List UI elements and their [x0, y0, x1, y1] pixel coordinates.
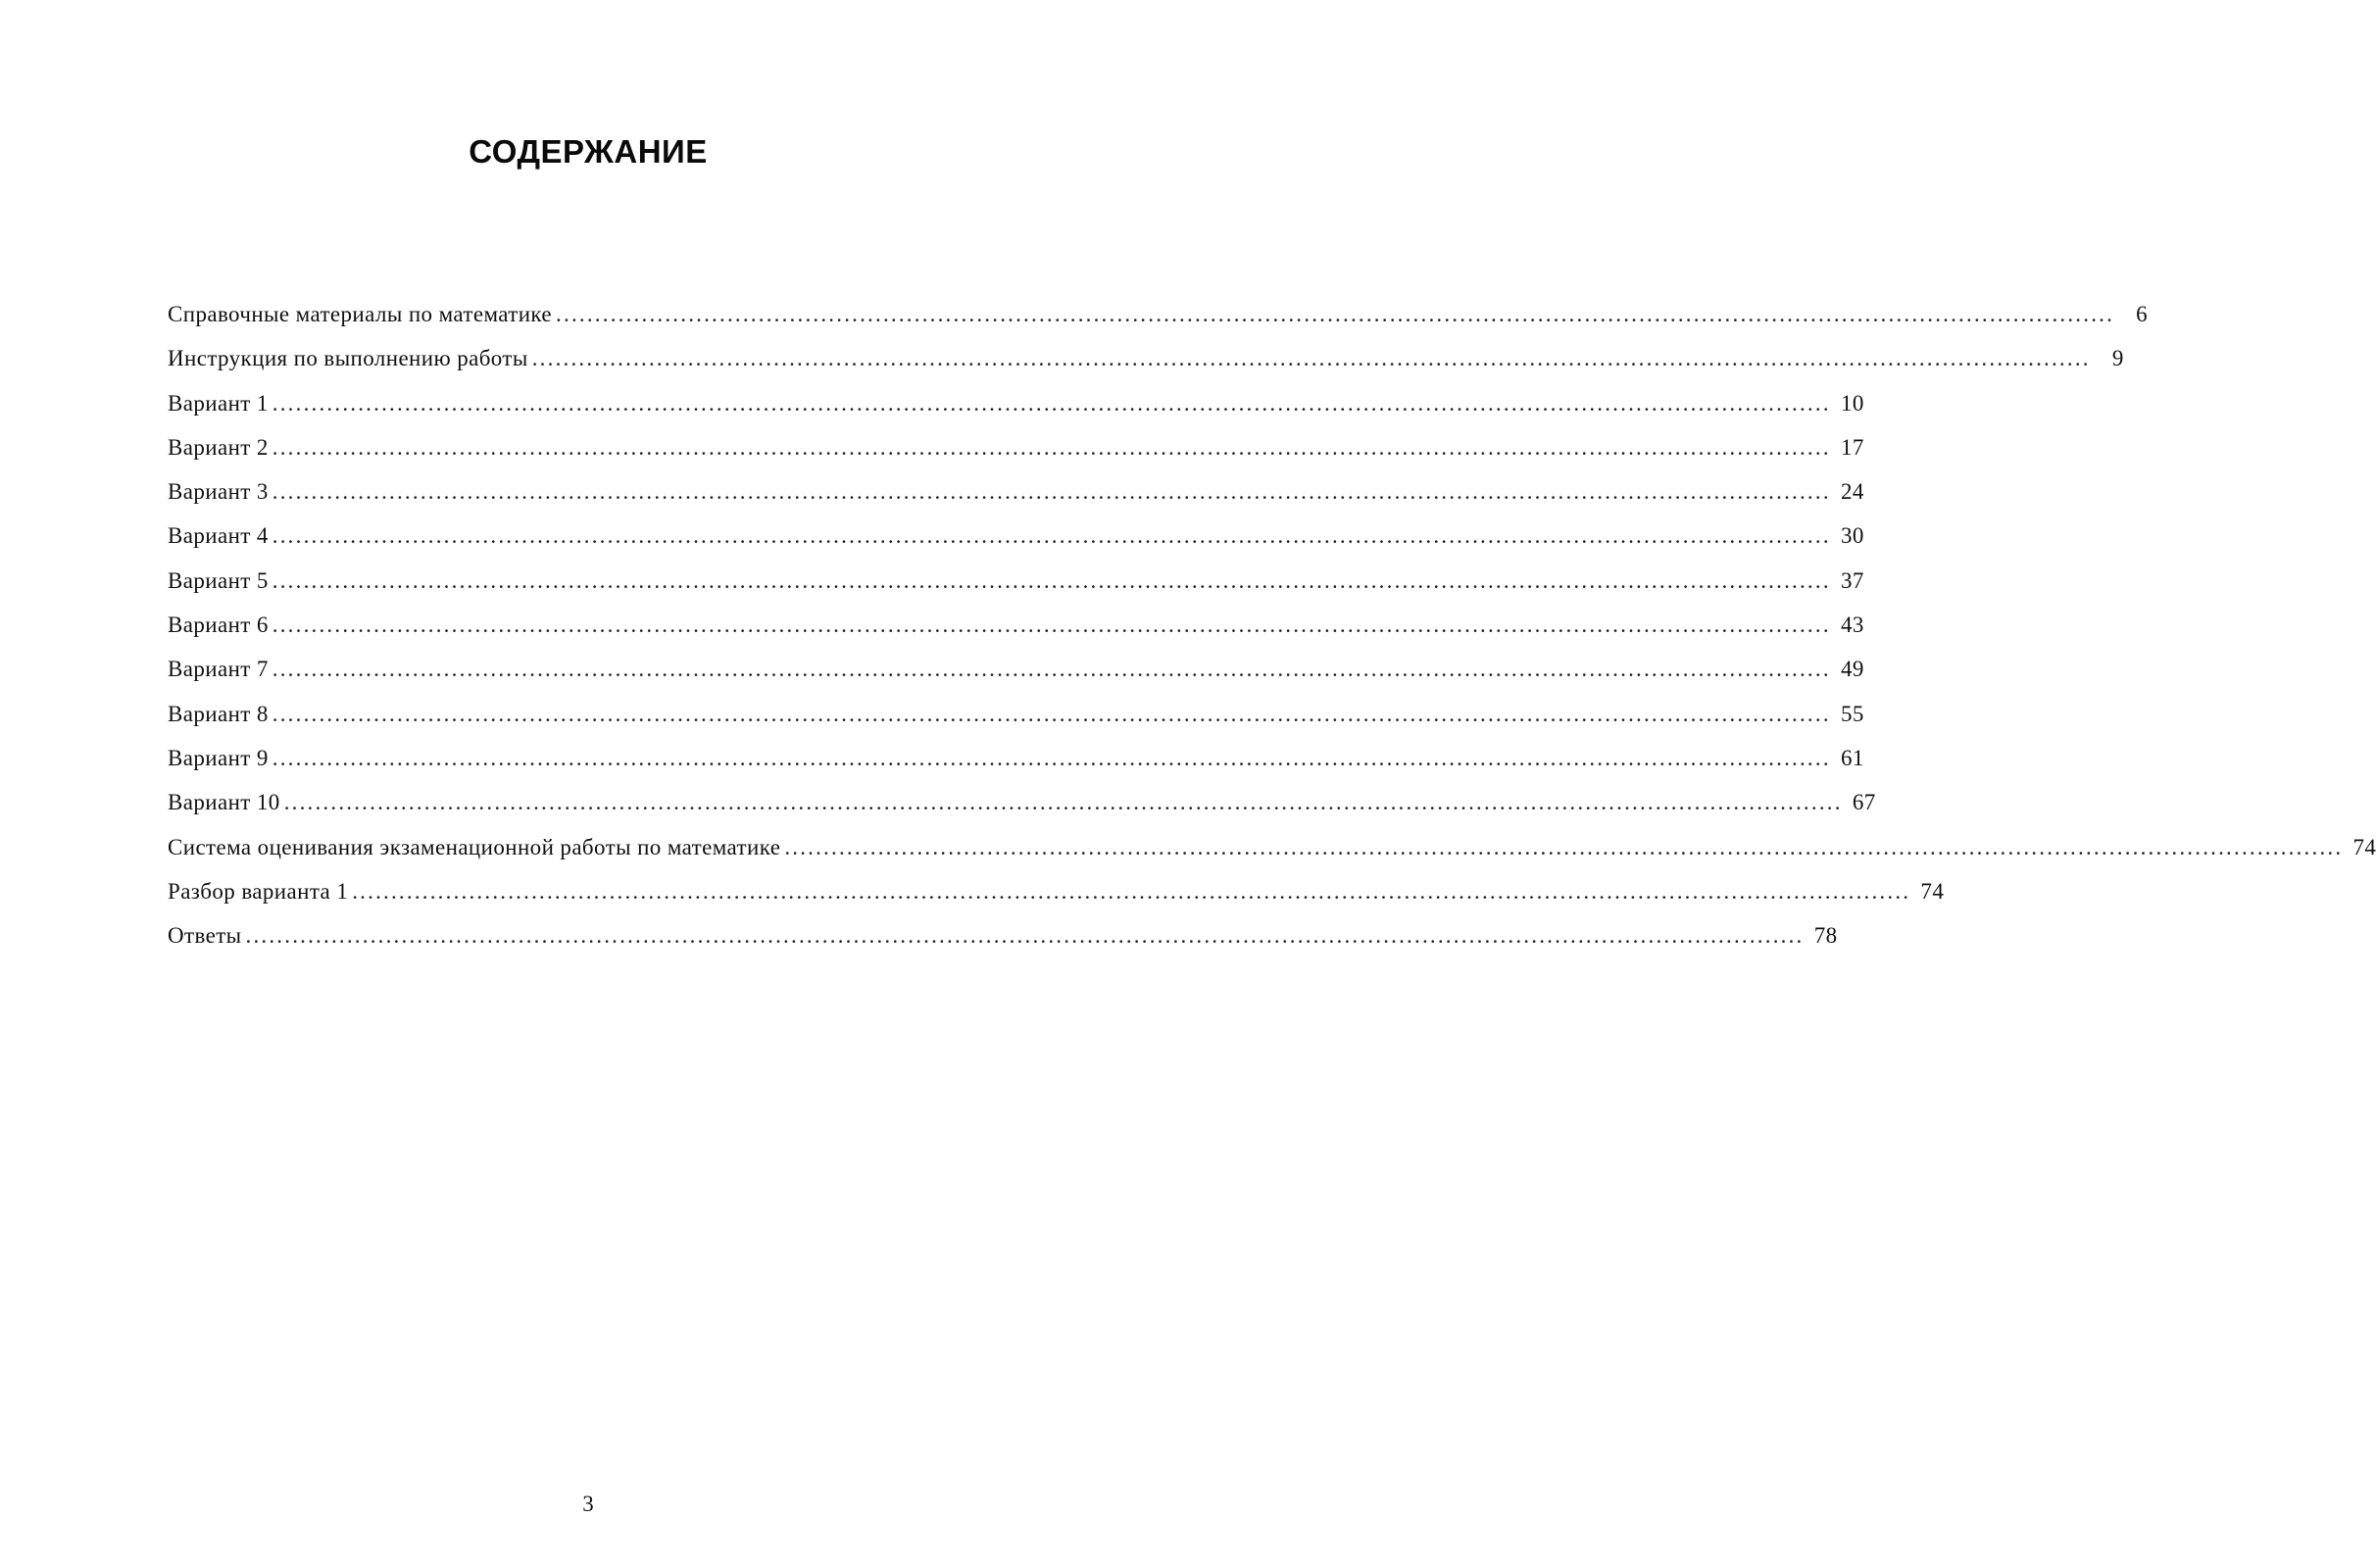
page-number: 3	[582, 1492, 594, 1516]
toc-entry	[168, 657, 1864, 701]
toc-leader-dots: ........................................................................................................................................................................................................	[531, 346, 2091, 371]
table-of-contents	[168, 302, 2376, 967]
toc-leader-dots: ........................................................................................................................................................................................................	[272, 567, 1831, 593]
toc-leader-dots: ........................................................................................................................................................................................................	[272, 701, 1831, 726]
toc-entry-label: Система оценивания экзаменационной работы по математике	[168, 834, 781, 859]
toc-entry	[168, 745, 1864, 790]
toc-entry-label: Справочные материалы по математике	[168, 302, 553, 326]
toc-entry	[168, 302, 2149, 346]
toc-leader-dots: ........................................................................................................................................................................................................	[272, 479, 1831, 505]
page-title: СОДЕРЖАНИЕ	[469, 133, 708, 170]
toc-entry-label: Вариант 10	[168, 790, 280, 815]
toc-leader-dots: ........................................................................................................................................................................................................	[272, 657, 1831, 682]
toc-entry-label: Ответы	[168, 923, 242, 949]
toc-entry-page: 17	[1840, 434, 1864, 460]
toc-entry	[168, 346, 2124, 390]
toc-entry-page: 30	[1840, 523, 1864, 549]
toc-entry-page: 49	[1840, 657, 1864, 682]
toc-entry-label: Вариант 5	[168, 567, 269, 593]
toc-leader-dots: ........................................................................................................................................................................................................	[245, 923, 1805, 949]
toc-leader-dots: ........................................................................................................................................................................................................	[272, 434, 1831, 460]
toc-entry	[168, 834, 2376, 879]
toc-entry	[168, 567, 1864, 612]
toc-entry-page: 74	[1920, 878, 1945, 904]
toc-entry-page: 43	[1840, 612, 1864, 638]
toc-leader-dots: ........................................................................................................................................................................................................	[272, 745, 1831, 770]
toc-entry	[168, 923, 1838, 967]
toc-entry	[168, 878, 1945, 923]
toc-entry	[168, 612, 1864, 657]
toc-entry-label: Вариант 3	[168, 479, 269, 505]
toc-entry-label: Вариант 1	[168, 390, 269, 416]
toc-entry-page: 37	[1840, 567, 1864, 593]
toc-entry-label: Вариант 9	[168, 745, 269, 770]
toc-leader-dots: ........................................................................................................................................................................................................	[352, 878, 1911, 904]
toc-entry	[168, 790, 1876, 834]
toc-entry-page: 10	[1840, 390, 1864, 416]
toc-leader-dots: ........................................................................................................................................................................................................	[556, 302, 2115, 326]
toc-entry	[168, 479, 1864, 523]
toc-entry-page: 55	[1840, 701, 1864, 726]
toc-entry-label: Вариант 7	[168, 657, 269, 682]
toc-entry-page: 61	[1840, 745, 1864, 770]
toc-entry-page: 67	[1852, 790, 1876, 815]
toc-entry	[168, 434, 1864, 479]
toc-entry-page: 74	[2352, 834, 2376, 859]
toc-entry-label: Разбор варианта 1	[168, 878, 349, 904]
toc-entry	[168, 701, 1864, 746]
toc-entry-label: Вариант 6	[168, 612, 269, 638]
toc-leader-dots: ........................................................................................................................................................................................................	[272, 523, 1831, 549]
toc-entry	[168, 390, 1864, 435]
toc-entry-label: Вариант 8	[168, 701, 269, 726]
toc-entry	[168, 523, 1864, 567]
toc-leader-dots: ........................................................................................................................................................................................................	[272, 612, 1831, 638]
toc-leader-dots: ........................................................................................................................................................................................................	[784, 834, 2344, 859]
toc-entry-page: 78	[1813, 923, 1838, 949]
toc-entry-page: 6	[2136, 302, 2149, 326]
toc-entry-label: Вариант 4	[168, 523, 269, 549]
toc-leader-dots: ........................................................................................................................................................................................................	[272, 390, 1831, 416]
toc-entry-label: Инструкция по выполнению работы	[168, 346, 528, 371]
toc-entry-page: 24	[1840, 479, 1864, 505]
toc-entry-label: Вариант 2	[168, 434, 269, 460]
toc-entry-page: 9	[2111, 346, 2124, 371]
toc-leader-dots: ........................................................................................................................................................................................................	[283, 790, 1843, 815]
